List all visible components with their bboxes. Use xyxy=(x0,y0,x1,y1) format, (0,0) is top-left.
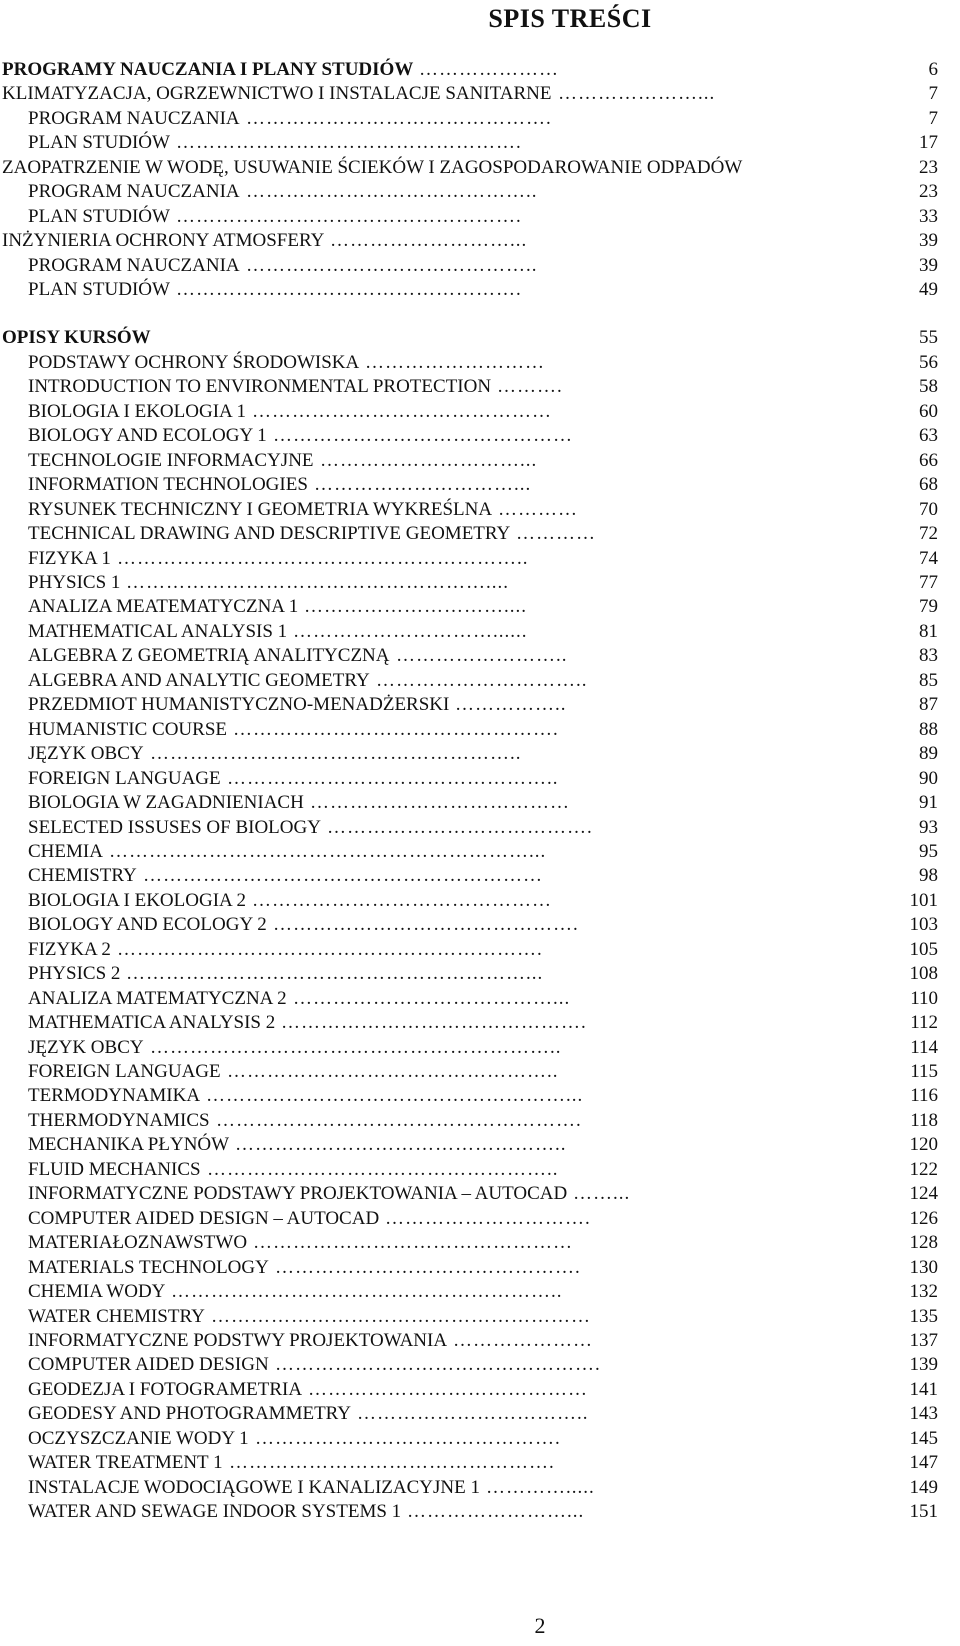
toc-entry-page: 122 xyxy=(909,1159,938,1180)
toc-entry-leader: ……………………… xyxy=(365,352,545,373)
toc-entry-page: 55 xyxy=(919,327,938,348)
toc-entry-page: 81 xyxy=(919,621,938,642)
toc-entry-leader: ……………………………………………. xyxy=(176,206,522,227)
toc-entry-title: BIOLOGIA I EKOLOGIA 1 xyxy=(28,401,246,422)
toc-entry-leader: ………………………... xyxy=(330,230,528,251)
toc-entry-title: PODSTAWY OCHRONY ŚRODOWISKA xyxy=(28,352,360,373)
toc-entry-leader: ……………………………………… xyxy=(252,890,552,911)
toc-entry[interactable] xyxy=(2,863,938,888)
toc-entry[interactable] xyxy=(2,472,938,497)
toc-entry-page: 132 xyxy=(909,1281,938,1302)
page-title: SPIS TREŚCI xyxy=(488,4,652,33)
toc-entry[interactable] xyxy=(2,1083,938,1108)
toc-entry-title: COMPUTER AIDED DESIGN – AUTOCAD xyxy=(28,1208,380,1229)
toc-entry-page: 137 xyxy=(909,1330,938,1351)
toc-entry-page: 49 xyxy=(919,279,938,300)
toc-entry-leader: ……... xyxy=(573,1183,631,1204)
toc-entry-title: JĘZYK OBCY xyxy=(28,743,144,764)
toc-entry-leader: ……………………... xyxy=(407,1501,585,1522)
toc-entry-title: BIOLOGY AND ECOLOGY 1 xyxy=(28,425,267,446)
toc-entry-page: 58 xyxy=(919,376,938,397)
toc-entry[interactable] xyxy=(2,961,938,986)
toc-entry-leader: …………………………………… xyxy=(308,1379,588,1400)
toc-entry-page: 85 xyxy=(919,670,938,691)
toc-entry-leader: …………………………………………. xyxy=(229,1452,555,1473)
toc-entry-title: INFORMATYCZNE PODSTAWY PROJEKTOWANIA – AUTOCAD xyxy=(28,1183,568,1204)
toc-entry[interactable] xyxy=(2,155,938,180)
toc-entry[interactable] xyxy=(2,1499,938,1524)
toc-entry[interactable] xyxy=(2,81,938,106)
toc-entry-page: 110 xyxy=(910,988,938,1009)
toc-entry[interactable] xyxy=(2,1035,938,1060)
toc-entry-leader: ……………………………………… xyxy=(252,401,552,422)
toc-entry-page: 147 xyxy=(909,1452,938,1473)
toc-entry[interactable] xyxy=(2,1181,938,1206)
toc-entry-leader: ………………………………………….. xyxy=(227,1061,559,1082)
toc-entry[interactable] xyxy=(2,399,938,424)
toc-entry-title: GEODEZJA I FOTOGRAMETRIA xyxy=(28,1379,303,1400)
toc-entry[interactable] xyxy=(2,1401,938,1426)
toc-entry-title: TECHNOLOGIE INFORMACYJNE xyxy=(28,450,314,471)
toc-entry-leader: …………………………... xyxy=(320,450,538,471)
toc-entry-page: 70 xyxy=(919,499,938,520)
toc-entry-leader: ………. xyxy=(497,376,563,397)
toc-entry[interactable] xyxy=(2,570,938,595)
toc-entry-leader: ………………………………………. xyxy=(275,1257,581,1278)
toc-entry-leader: ………… xyxy=(516,523,596,544)
toc-entry[interactable] xyxy=(2,228,938,253)
toc-entry-page: 101 xyxy=(909,890,938,911)
toc-entry[interactable] xyxy=(2,1059,938,1084)
toc-entry-title: MECHANIKA PŁYNÓW xyxy=(28,1134,230,1155)
toc-entry-page: 17 xyxy=(919,132,938,153)
toc-entry-leader: ………………… xyxy=(419,59,559,80)
toc-entry[interactable] xyxy=(2,619,938,644)
toc-entry-title: COMPUTER AIDED DESIGN xyxy=(28,1354,269,1375)
toc-entry[interactable] xyxy=(2,1108,938,1133)
toc-entry-title: INŻYNIERIA OCHRONY ATMOSFERY xyxy=(2,230,325,251)
toc-entry[interactable] xyxy=(2,1255,938,1280)
toc-entry-leader: …………………………………………….. xyxy=(207,1159,559,1180)
toc-entry-page: 103 xyxy=(909,914,938,935)
toc-entry[interactable] xyxy=(2,1352,938,1377)
toc-entry-page: 115 xyxy=(910,1061,938,1082)
toc-entry-page: 114 xyxy=(910,1037,938,1058)
toc-entry[interactable] xyxy=(2,1450,938,1475)
toc-entry[interactable] xyxy=(2,448,938,473)
toc-entry-leader: ……………………………………………………... xyxy=(126,963,544,984)
toc-entry-page: 39 xyxy=(919,230,938,251)
toc-entry[interactable] xyxy=(2,374,938,399)
toc-entry-title: TERMODYNAMIKA xyxy=(28,1085,201,1106)
toc-entry[interactable] xyxy=(2,1132,938,1157)
toc-entry-leader: ………………………………………. xyxy=(273,914,579,935)
toc-entry-title: ZAOPATRZENIE W WODĘ, USUWANIE ŚCIEKÓW I ZAGOSPODAROWANIE ODPADÓW xyxy=(2,157,743,178)
toc-entry[interactable] xyxy=(2,350,938,375)
toc-entry-leader: …………….. xyxy=(455,694,567,715)
toc-entry-leader: ………………………………………………………. xyxy=(117,939,543,960)
toc-entry-page: 6 xyxy=(928,59,938,80)
toc-entry[interactable] xyxy=(2,1230,938,1255)
toc-entry-title: INFORMATYCZNE PODSTWY PROJEKTOWANIA xyxy=(28,1330,448,1351)
toc-entry-leader: …………………………... xyxy=(314,474,532,495)
toc-entry-leader: ……………………………………… xyxy=(273,425,573,446)
toc-entry-page: 120 xyxy=(909,1134,938,1155)
toc-entry-page: 74 xyxy=(919,548,938,569)
toc-entry-page: 116 xyxy=(910,1085,938,1106)
toc-entry-leader: ………………………………………………… xyxy=(211,1306,591,1327)
toc-entry-page: 143 xyxy=(909,1403,938,1424)
toc-entry[interactable] xyxy=(2,594,938,619)
toc-entry[interactable] xyxy=(2,937,938,962)
toc-entry[interactable] xyxy=(2,643,938,668)
toc-entry-title: PLAN STUDIÓW xyxy=(28,132,170,153)
toc-entry-title: CHEMIA xyxy=(28,841,103,862)
toc-entry-leader: …………………………………….. xyxy=(246,181,538,202)
toc-entry-page: 108 xyxy=(909,963,938,984)
toc-entry-leader: ………………………………… xyxy=(310,792,570,813)
toc-entry-title: BIOLOGIA W ZAGADNIENIACH xyxy=(28,792,304,813)
toc-entry-leader: ………………… xyxy=(453,1330,593,1351)
toc-entry-title: RYSUNEK TECHNICZNY I GEOMETRIA WYKREŚLNA xyxy=(28,499,493,520)
toc-entry[interactable] xyxy=(2,253,938,278)
toc-entry[interactable] xyxy=(2,204,938,229)
toc-entry-title: OCZYSZCZANIE WODY 1 xyxy=(28,1428,249,1449)
toc-entry-title: PROGRAM NAUCZANIA xyxy=(28,108,240,129)
toc-entry-title: INTRODUCTION TO ENVIRONMENTAL PROTECTION xyxy=(28,376,492,397)
toc-entry-leader: …………………………….. xyxy=(357,1403,589,1424)
toc-entry-title: MATHEMATICAL ANALYSIS 1 xyxy=(28,621,288,642)
toc-entry-title: FIZYKA 1 xyxy=(28,548,111,569)
toc-entry-title: PHYSICS 1 xyxy=(28,572,121,593)
toc-entry-page: 56 xyxy=(919,352,938,373)
toc-entry-title: MATERIALS TECHNOLOGY xyxy=(28,1257,269,1278)
toc-entry-leader: ……………………………………………….... xyxy=(126,572,509,593)
toc-entry-leader: …………………….. xyxy=(396,645,568,666)
toc-entry[interactable] xyxy=(2,1426,938,1451)
toc-entry-page: 7 xyxy=(928,83,938,104)
toc-entry-title: WATER AND SEWAGE INDOOR SYSTEMS 1 xyxy=(28,1501,402,1522)
toc-entry-page: 124 xyxy=(909,1183,938,1204)
toc-entry-page: 63 xyxy=(919,425,938,446)
toc-entry-title: PHYSICS 2 xyxy=(28,963,121,984)
toc-entry[interactable] xyxy=(2,277,938,302)
toc-entry-title: PRZEDMIOT HUMANISTYCZNO-MENADŻERSKI xyxy=(28,694,450,715)
toc-entry-leader: …………………………...... xyxy=(293,621,528,642)
toc-entry[interactable] xyxy=(2,766,938,791)
toc-entry-title: JĘZYK OBCY xyxy=(28,1037,144,1058)
toc-entry-page: 95 xyxy=(919,841,938,862)
toc-entry-title: FOREIGN LANGUAGE xyxy=(28,1061,221,1082)
toc-entry-leader: ………………………………………. xyxy=(246,108,552,129)
toc-entry[interactable] xyxy=(2,130,938,155)
toc-entry-leader: ………………………….. xyxy=(376,670,588,691)
toc-entry-title: PROGRAMY NAUCZANIA I PLANY STUDIÓW xyxy=(2,59,414,80)
toc-entry-page: 79 xyxy=(919,596,938,617)
toc-entry[interactable] xyxy=(2,912,938,937)
toc-entry[interactable] xyxy=(2,815,938,840)
toc-entry-title: OPISY KURSÓW xyxy=(2,327,151,348)
toc-entry-page: 151 xyxy=(909,1501,938,1522)
toc-entry-leader: …………………………………………………….. xyxy=(150,1037,562,1058)
toc-entry[interactable] xyxy=(2,692,938,717)
toc-entry-leader: ………………………………………………... xyxy=(206,1085,584,1106)
toc-entry-page: 128 xyxy=(909,1232,938,1253)
toc-entry[interactable] xyxy=(2,1206,938,1231)
toc-entry[interactable] xyxy=(2,1328,938,1353)
toc-entry[interactable] xyxy=(2,717,938,742)
toc-entry-title: ANALIZA MEATEMATYCZNA 1 xyxy=(28,596,299,617)
toc-entry-page: 60 xyxy=(919,401,938,422)
toc-entry-title: WATER TREATMENT 1 xyxy=(28,1452,223,1473)
toc-entry-leader: …………………………………………………….. xyxy=(117,548,529,569)
toc-entry-leader: …………………………………... xyxy=(293,988,571,1009)
toc-entry-page: 130 xyxy=(909,1257,938,1278)
toc-entry-leader: ………………………………………… xyxy=(253,1232,573,1253)
toc-entry-page: 149 xyxy=(909,1477,938,1498)
toc-entry[interactable] xyxy=(2,1475,938,1500)
toc-entry-leader: ………………………………………. xyxy=(281,1012,587,1033)
toc-entry-leader: …………..... xyxy=(486,1477,595,1498)
toc-entry-title: ALGEBRA AND ANALYTIC GEOMETRY xyxy=(28,670,370,691)
page-number: 2 xyxy=(534,1613,546,1638)
toc-entry-leader: …………………... xyxy=(558,83,716,104)
toc-entry-page: 145 xyxy=(909,1428,938,1449)
toc-entry-leader: ………………………………………………. xyxy=(216,1110,582,1131)
toc-entry-page: 77 xyxy=(919,572,938,593)
toc-entry[interactable] xyxy=(2,1157,938,1182)
toc-entry-title: CHEMISTRY xyxy=(28,865,137,886)
toc-entry-page: 89 xyxy=(919,743,938,764)
toc-entry-page: 87 xyxy=(919,694,938,715)
toc-entry[interactable] xyxy=(2,423,938,448)
toc-entry-leader: ……………………………………………. xyxy=(176,132,522,153)
toc-entry-leader: ………………………………………….. xyxy=(227,768,559,789)
toc-entry-title: MATERIAŁOZNAWSTWO xyxy=(28,1232,248,1253)
toc-entry-page: 105 xyxy=(909,939,938,960)
toc-entry-page: 126 xyxy=(909,1208,938,1229)
toc-entry-leader: …………………………………….. xyxy=(246,255,538,276)
toc-entry-page: 112 xyxy=(910,1012,938,1033)
toc-entry[interactable] xyxy=(2,546,938,571)
toc-entry-page: 72 xyxy=(919,523,938,544)
toc-entry[interactable] xyxy=(2,741,938,766)
toc-entry-title: HUMANISTIC COURSE xyxy=(28,719,227,740)
toc-entry-title: PROGRAM NAUCZANIA xyxy=(28,255,240,276)
toc-entry[interactable] xyxy=(2,888,938,913)
toc-entry-page: 90 xyxy=(919,768,938,789)
toc-entry-page: 93 xyxy=(919,817,938,838)
toc-entry-title: FIZYKA 2 xyxy=(28,939,111,960)
toc-entry-title: TECHNICAL DRAWING AND DESCRIPTIVE GEOMETRY xyxy=(28,523,511,544)
toc-entry-leader: ………………………………………………….. xyxy=(171,1281,563,1302)
toc-entry[interactable] xyxy=(2,1304,938,1329)
toc-entry-title: BIOLOGIA I EKOLOGIA 2 xyxy=(28,890,246,911)
toc-entry-leader: …………………………………………………… xyxy=(143,865,543,886)
toc-entry[interactable] xyxy=(2,1010,938,1035)
toc-entry-leader: ………………………….... xyxy=(304,596,527,617)
toc-entry[interactable] xyxy=(2,1377,938,1402)
toc-entry-title: THERMODYNAMICS xyxy=(28,1110,210,1131)
toc-entry-title: GEODESY AND PHOTOGRAMMETRY xyxy=(28,1403,352,1424)
toc-entry-page: 135 xyxy=(909,1306,938,1327)
toc-entry[interactable] xyxy=(2,179,938,204)
toc-entry-page: 141 xyxy=(909,1379,938,1400)
toc-entry[interactable] xyxy=(2,668,938,693)
toc-entry-leader: ………………………………………….. xyxy=(235,1134,567,1155)
toc-entry-title: ALGEBRA Z GEOMETRIĄ ANALITYCZNĄ xyxy=(28,645,390,666)
toc-entry-title: MATHEMATICA ANALYSIS 2 xyxy=(28,1012,276,1033)
toc-entry-title: KLIMATYZACJA, OGRZEWNICTWO I INSTALACJE SANITARNE xyxy=(2,83,552,104)
toc-entry[interactable] xyxy=(2,1279,938,1304)
toc-entry-title: WATER CHEMISTRY xyxy=(28,1306,205,1327)
toc-entry-page: 83 xyxy=(919,645,938,666)
toc-entry-leader: …………………………. xyxy=(385,1208,591,1229)
toc-entry[interactable] xyxy=(2,986,938,1011)
toc-entry-page: 23 xyxy=(919,157,938,178)
toc-entry-leader: …………………………………………. xyxy=(233,719,559,740)
toc-entry-title: PLAN STUDIÓW xyxy=(28,279,170,300)
toc-entry[interactable] xyxy=(2,106,938,131)
toc-entry-title: INFORMATION TECHNOLOGIES xyxy=(28,474,308,495)
toc-entry-title: ANALIZA MATEMATYCZNA 2 xyxy=(28,988,287,1009)
toc-entry-leader: ………………………………………………………... xyxy=(109,841,547,862)
toc-entry-leader: …………………………………. xyxy=(327,817,593,838)
toc-entry-title: FOREIGN LANGUAGE xyxy=(28,768,221,789)
toc-entry[interactable] xyxy=(2,497,938,522)
toc-entry-page: 33 xyxy=(919,206,938,227)
toc-entry-leader: ………… xyxy=(498,499,578,520)
toc-entry-title: INSTALACJE WODOCIĄGOWE I KANALIZACYJNE 1 xyxy=(28,1477,480,1498)
toc-entry-page: 98 xyxy=(919,865,938,886)
toc-entry-leader: ……………………………………………….. xyxy=(150,743,522,764)
toc-entry-page: 68 xyxy=(919,474,938,495)
toc-entry-title: CHEMIA WODY xyxy=(28,1281,166,1302)
toc-entry-page: 23 xyxy=(919,181,938,202)
toc-entry-page: 139 xyxy=(909,1354,938,1375)
toc-entry-page: 88 xyxy=(919,719,938,740)
toc-entry[interactable] xyxy=(2,790,938,815)
toc-entry-leader: …………………………………………. xyxy=(275,1354,601,1375)
toc-entry-leader: ………………………………………. xyxy=(255,1428,561,1449)
toc-entry-page: 7 xyxy=(928,108,938,129)
toc-entry-page: 91 xyxy=(919,792,938,813)
toc-entry-title: PLAN STUDIÓW xyxy=(28,206,170,227)
toc-entry-page: 118 xyxy=(910,1110,938,1131)
toc-entry-leader: ……………………………………………. xyxy=(176,279,522,300)
toc-entry[interactable] xyxy=(2,57,938,82)
toc-entry-title: PROGRAM NAUCZANIA xyxy=(28,181,240,202)
toc-entry-page: 66 xyxy=(919,450,938,471)
toc-entry-title: SELECTED ISSUSES OF BIOLOGY xyxy=(28,817,321,838)
toc-entry-title: BIOLOGY AND ECOLOGY 2 xyxy=(28,914,267,935)
toc-entry-page: 39 xyxy=(919,255,938,276)
toc-entry[interactable] xyxy=(2,839,938,864)
toc-entry[interactable] xyxy=(2,521,938,546)
toc-entry[interactable] xyxy=(2,325,938,350)
toc-entry-title: FLUID MECHANICS xyxy=(28,1159,201,1180)
